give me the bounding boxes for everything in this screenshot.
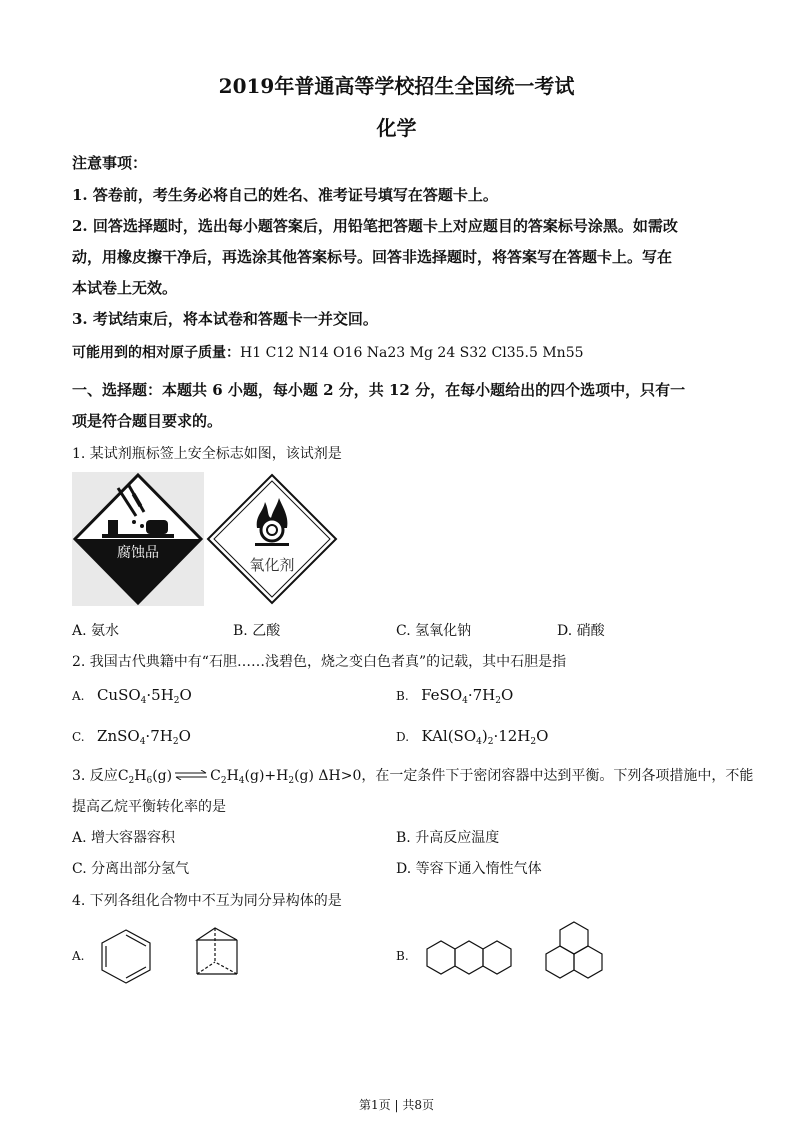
q3-stem-suffix: ΔH>0，在一定条件下于密闭容器中达到平衡。下列各项措施中，不能: [318, 768, 754, 784]
q2-option-b: [396, 686, 513, 706]
q2-option-c-letter: C.: [72, 730, 85, 744]
q3-stem-line-1: [72, 765, 753, 786]
phenalene-structure-icon: [540, 919, 608, 985]
section-heading-line-1: 一、选择题：本题共 6 小题，每小题 2 分，共 12 分，在每小题给出的四个选项中，只有一: [72, 381, 686, 399]
q2-option-d: [396, 727, 548, 747]
q3-option-a: A. 增大容器容积: [72, 830, 176, 846]
notice-line-3: 3. 考试结束后，将本试卷和答题卡一并交回。: [72, 310, 378, 328]
q3-reaction: $C_2H_6(g)$ $C_2H_4(g)+H_2(g)$: [117, 768, 319, 786]
q3-stem-prefix: 3. 反应: [72, 768, 118, 784]
exam-title: 2019年普通高等学校招生全国统一考试: [218, 74, 575, 98]
notice-line-1: 1. 答卷前，考生务必将自己的姓名、准考证号填写在答题卡上。: [72, 186, 498, 204]
notice-line-2a: 2. 回答选择题时，选出每小题答案后，用铅笔把答题卡上对应题目的答案标号涂黑。如需改: [72, 217, 678, 235]
oxidizer-sign-label: 氧化剂: [249, 556, 295, 574]
q1-option-a: A. 氨水: [72, 623, 120, 639]
q2-option-c-formula: $ZnSO_4\cdot 7H_2O$: [97, 727, 191, 747]
corrosive-sign-icon: [72, 472, 204, 606]
notice-line-2c: 本试卷上无效。: [72, 279, 178, 297]
q1-option-c: C. 氢氧化钠: [396, 623, 472, 639]
q2-option-b-formula: $FeSO_4\cdot 7H_2O$: [421, 686, 514, 706]
q4-stem: 4. 下列各组化合物中不互为同分异构体的是: [72, 893, 342, 909]
q2-option-a-formula: $CuSO_4\cdot 5H_2O$: [96, 686, 192, 706]
q2-option-c: [72, 727, 191, 747]
q2-option-a-letter: A.: [72, 689, 85, 703]
equilibrium-arrow-icon: [174, 768, 208, 784]
oxidizer-sign-icon: [205, 472, 339, 606]
q4-option-b-letter: B.: [396, 949, 409, 963]
subject-title: 化学: [376, 116, 417, 140]
q3-stem-line-2: 提高乙烷平衡转化率的是: [72, 799, 226, 815]
q4-option-a-letter: A.: [72, 949, 85, 963]
q1-option-b: B. 乙酸: [233, 623, 281, 639]
q2-option-b-letter: B.: [396, 689, 409, 703]
q3-option-d: D. 等容下通入惰性气体: [396, 861, 542, 877]
oxidizer-sign: [205, 472, 339, 606]
q1-option-d: D. 硝酸: [557, 623, 605, 639]
notice-heading: 注意事项：: [72, 154, 148, 172]
benzene-structure-icon: [96, 928, 156, 986]
atomic-masses: [72, 342, 584, 362]
q2-option-a: [72, 686, 192, 706]
q2-option-d-formula: $KAl(SO_4)_2\cdot 12H_2O$: [421, 727, 549, 747]
q3-option-c: C. 分离出部分氢气: [72, 861, 190, 877]
section-heading-line-2: 项是符合题目要求的。: [72, 412, 223, 430]
atomic-masses-label: 可能用到的相对原子质量：: [72, 345, 240, 361]
q2-option-d-letter: D.: [396, 730, 410, 744]
page-number: 第1页 | 共8页: [359, 1098, 434, 1112]
prismane-structure-icon: [193, 924, 243, 982]
corrosive-sign-label: 腐蚀品: [117, 545, 159, 561]
q1-stem: 1. 某试剂瓶标签上安全标志如图，该试剂是: [72, 446, 342, 462]
atomic-masses-values: H1 C12 N14 O16 Na23 Mg 24 S32 Cl35.5 Mn55: [240, 345, 584, 361]
q2-stem: 2. 我国古代典籍中有“石胆……浅碧色，烧之变白色者真”的记载，其中石胆是指: [72, 654, 567, 670]
notice-line-2b: 动，用橡皮擦干净后，再选涂其他答案标号。回答非选择题时，将答案写在答题卡上。写在: [72, 248, 673, 266]
corrosive-sign: [72, 472, 204, 606]
q3-option-b: B. 升高反应温度: [396, 830, 500, 846]
anthracene-structure-icon: [423, 939, 519, 977]
